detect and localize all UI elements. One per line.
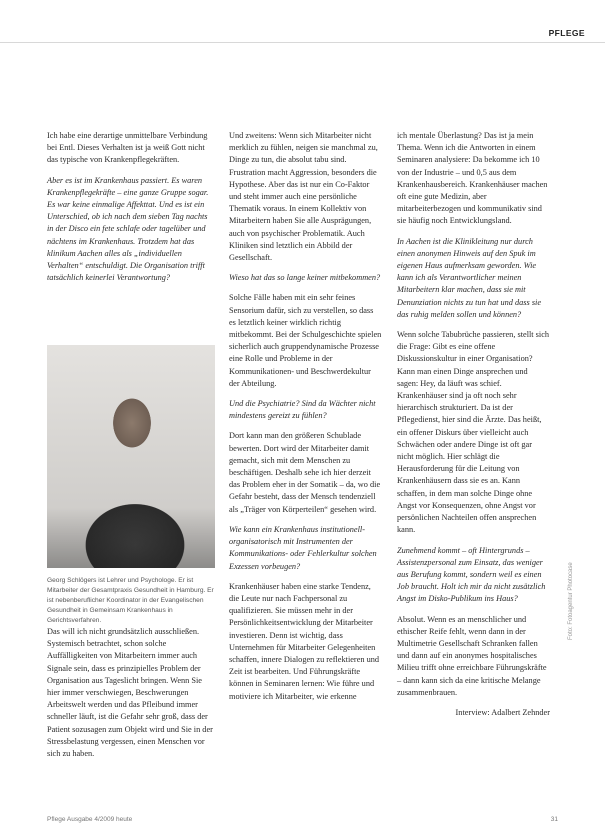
column-1-top <box>47 130 215 292</box>
column-3 <box>397 130 550 727</box>
answer-paragraph: Das will ich nicht grundsätzlich ausschließen. Systemisch betrachtet, schon solche Auffälligkeiten von Mitarbeitern immer auch Signale sein, dass es prinzipielles Problem der Organisation aus Tageslicht bringen. Wenn Sie hier immer verschwiegen, Beschwerungen Arbeitswelt werden und das Pfleibund immer schneller läuft, ist die Gefahr sehr groß, dass der Patient sozusagen zum Objekt wird und Sie in der Stressbelastung vergessen, einen Menschen vor sich zu haben. <box>47 627 213 759</box>
answer-paragraph: Und zweitens: Wenn sich Mitarbeiter nicht merklich zu fühlen, neigen sie manchmal zu, Dinge zu tun, die absolut tabu sind. Frustration macht Aggression, besonders die Hypothese. Aber das ist nur ein Co-Faktor und steht immer auch eine persönliche Thematik voraus. In einem Kollektiv von Mitarbeitern haben Sie alle Ausprägungen, auch von psychischer Problematik. Auch Kliniken sind letztlich ein Abbild der Gesellschaft. <box>229 131 378 263</box>
answer-paragraph: Krankenhäuser haben eine starke Tendenz, die Leute nur nach Fachpersonal zu qualifizieren. Sie müssen mehr in der Persönlichkeitsentwicklung der Mitarbeiter investieren. Denn ist wichtig, dass Unternehmen für Mitarbeiter Gelegenheiten schaffen, innere Dialogen zu reflektieren und Zeit ist bearbeiten. Und Führungskräfte können in Seminaren lernen: Wie führe und motiviere ich Mitarbeiter, wie erkenne <box>229 581 380 701</box>
interview-signature: Interview: Adalbert Zehnder <box>455 707 550 717</box>
column-1-bottom <box>47 626 215 768</box>
page-header <box>0 25 605 43</box>
answer-paragraph: ich mentale Überlastung? Das ist ja mein Thema. Wenn ich die Antworten in einem Seminaren analysiere: Da bekomme ich 10 von der Industrie – und 0,5 aus dem Krankenhausbereich. Krankenhäuser machen oft eine gute Medizin, aber mitarbeiterbezogen und kommunikativ sind sie häufig noch Entwicklungsland. <box>397 131 548 226</box>
portrait-photo <box>47 345 215 568</box>
answer-paragraph: Solche Fälle haben mit ein sehr feines Sensorium dafür, sich zu verstellen, so dass es letztlich keiner wirklich richtig mitbekommt. Bei der Schulgeschichte spielen sicherlich auch gruppendynamische Prozesse eine Rolle und Probleme in der Kommunikationen- und Beschwerdekultur der Abteilung. <box>229 293 382 388</box>
question-paragraph: Zunehmend kommt – oft Hintergrunds – Assistenzpersonal zum Einsatz, das weniger aus Berufung kommt, sondern weil es einen Job braucht. Holt ich mir da nicht zusätzlich Angst im Disko-Publikum ins Haus? <box>397 545 546 604</box>
question-paragraph: Wieso hat das so lange keiner mitbekommen? <box>229 273 381 283</box>
question-paragraph: In Aachen ist die Klinikleitung nur durch einen anonymen Hinweis auf den Spuk im eigenen Haus aufmerksam geworden. Wie kann ich als Verantwortlicher meinen Mitarbeitern klar machen, dass sie mit Denunziation nichts zu tun hat und dass sie das ruhig melden sollen und können? <box>397 236 542 319</box>
question-paragraph: Aber es ist im Krankenhaus passiert. Es waren Krankenpflegekräfte – eine ganze Gruppe sogar. Es war keine einmalige Affekttat. Und es ist ein Unterschied, ob ich nach dem sieben Tag nachts in der Disco ein fete schlafe oder tagelüber und nächtens im Krankenhaus. Trotzdem hat das klinikum Aachen alles als „individuellen Verhalten“ entschuldigt. Die Organisation trifft tatsächlich keinerlei Verantwortung? <box>47 175 209 283</box>
page-number: 31 <box>550 816 558 823</box>
photo-credit: Foto: Fotoagentur Photocase <box>568 562 574 640</box>
question-paragraph: Und die Psychiatrie? Sind da Wächter nicht mindestens gereizt zu fühlen? <box>229 399 376 421</box>
answer-paragraph: Dort kann man den größeren Schublade bewerten. Dort wird der Mitarbeiter damit gemacht, sich mit dem Menschen zu beschäftigen. Deshalb sehe ich hier derzeit das Problem eher in der Somatik – da, wo die Gefahr besteht, dass der Mensch tendenziell als „Träger von Körperteilen“ gesehen wird. <box>229 431 381 514</box>
question-paragraph: Wie kann ein Krankenhaus institutionell-organisatorisch mit Instrumenten der Kommunikations- oder Fehlerkultur solchen Exzessen vorbeugen? <box>229 524 377 571</box>
section-title: PFLEGE <box>548 28 585 38</box>
photo-shading <box>47 508 215 568</box>
column-2 <box>229 130 382 711</box>
photo-caption: Georg Schlögers ist Lehrer und Psychologe. Er ist Mitarbeiter der Gesamtpraxis Gesundheit in Hamburg. Er ist nebenberuflicher Koordinator in der Evangelischen Gesundheit in Gemeinsam Krankenhaus in Gerichtsverfahren. <box>47 577 214 624</box>
footer-publication: Pflege Ausgabe 4/2009 heute <box>47 816 133 823</box>
answer-paragraph: Wenn solche Tabubrüche passieren, stellt sich die Frage: Gibt es eine offene Diskussionskultur in einer Organisation? Kann man einen Dinge ansprechen und sagen: Hey, da läuft was schief. Krankenhäuser sind ja oft noch sehr hierarchisch strukturiert. Da ist der Pflegedienst, hier sind die Ärzte. Das heißt, ein offener Diskurs über vielleicht auch Schwächen oder andere Dinge ist oft gar nicht möglich. Hier schlägt die Herausforderung für die Leitung von Krankenhäusern dass sie es an. Kann schaffen, in dem man solche Dinge ohne Angst vor Konsequenzen, ohne Angst vor persönlichen Nachteilen offen ansprechen kann. <box>397 330 550 535</box>
answer-paragraph: Ich habe eine derartige unmittelbare Verbindung bei Entl. Dieses Verhalten ist ja weiß Gott nicht das typische von Krankenpflegekräften. <box>47 131 208 165</box>
answer-paragraph: Absolut. Wenn es an menschlicher und ethischer Reife fehlt, wenn dann in der Multimetrie Gesellschaft Schranken fallen und dann auf ein anonymes hospitalisches Milieu trifft ohne erreichbare Führungskräfte – dann kann sich da eine kritische Melange zusammenbrauen. <box>397 614 547 697</box>
